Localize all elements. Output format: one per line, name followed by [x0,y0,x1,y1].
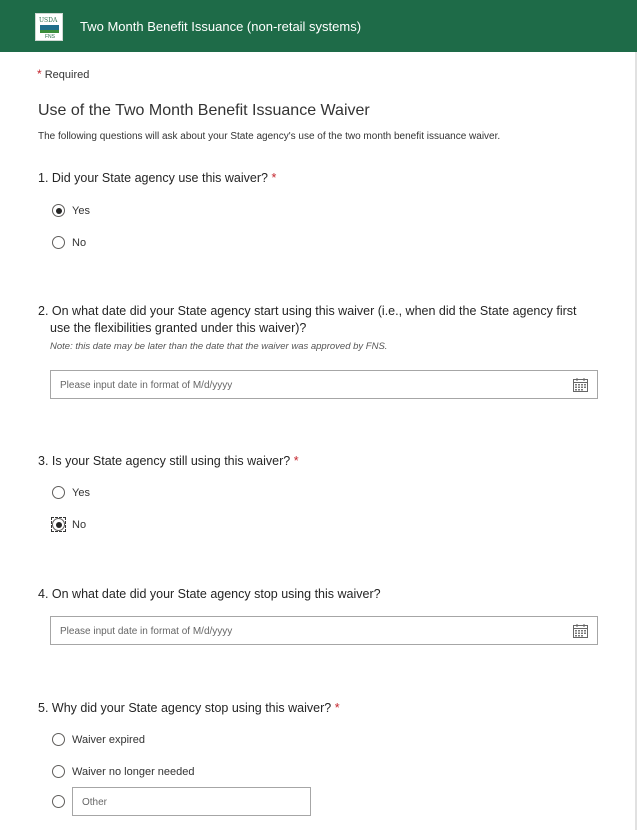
question-2-title-line-2: use the flexibilities granted under this waiver)? [50,321,307,335]
q1-no-label[interactable]: No [72,237,87,249]
form-title: Two Month Benefit Issuance (non-retail systems) [80,19,362,34]
calendar-icon[interactable] [573,378,588,392]
question-1-required-star: * [271,171,277,185]
q1-yes-label[interactable]: Yes [72,205,90,217]
question-2-note: Note: this date may be later than the date that the waiver was approved by FNS. [50,341,388,352]
q3-yes-radio[interactable] [52,486,65,499]
q5-other-radio[interactable] [52,795,65,808]
required-note [37,67,89,81]
question-3-text: 3. Is your State agency still using this waiver? [38,454,291,468]
question-5-text: 5. Why did your State agency stop using this waiver? [38,701,332,715]
q5-no-longer-needed-radio[interactable] [52,765,65,778]
agency-logo [35,13,63,41]
section-title: Use of the Two Month Benefit Issuance Waiver [38,102,370,119]
q4-date-input[interactable] [60,623,540,639]
q5-no-longer-needed-label[interactable]: Waiver no longer needed [72,766,195,778]
question-2-title-line-1: 2. On what date did your State agency start using this waiver (i.e., when did the State agency first [38,304,577,318]
question-3-title [38,454,299,468]
q5-waiver-expired-radio[interactable] [52,733,65,746]
section-description: The following questions will ask about your State agency's use of the two month benefit issuance waiver. [38,131,501,142]
q5-other-field[interactable] [72,787,311,816]
question-1-title [38,171,276,185]
q1-no-radio[interactable] [52,236,65,249]
logo-text-bottom: FNS [45,34,55,40]
q2-date-input[interactable] [60,377,540,393]
q5-waiver-expired-label[interactable]: Waiver expired [72,734,145,746]
required-star: * [37,67,42,81]
q3-no-radio[interactable] [52,518,65,531]
required-label: Required [44,69,90,81]
question-5-required-star: * [334,701,340,715]
q4-date-field[interactable] [50,616,598,645]
q3-no-label[interactable]: No [72,519,87,531]
q3-yes-label[interactable]: Yes [72,487,90,499]
question-1-text: 1. Did your State agency use this waiver? [38,171,268,185]
question-5-title [38,701,340,715]
q1-yes-radio[interactable] [52,204,65,217]
q5-other-input[interactable] [82,794,302,810]
calendar-icon[interactable] [573,624,588,638]
logo-text-top: USDA [39,17,58,24]
form-header [0,0,637,52]
question-4-title: 4. On what date did your State agency stop using this waiver? [38,587,381,601]
q2-date-field[interactable] [50,370,598,399]
question-3-required-star: * [293,454,299,468]
